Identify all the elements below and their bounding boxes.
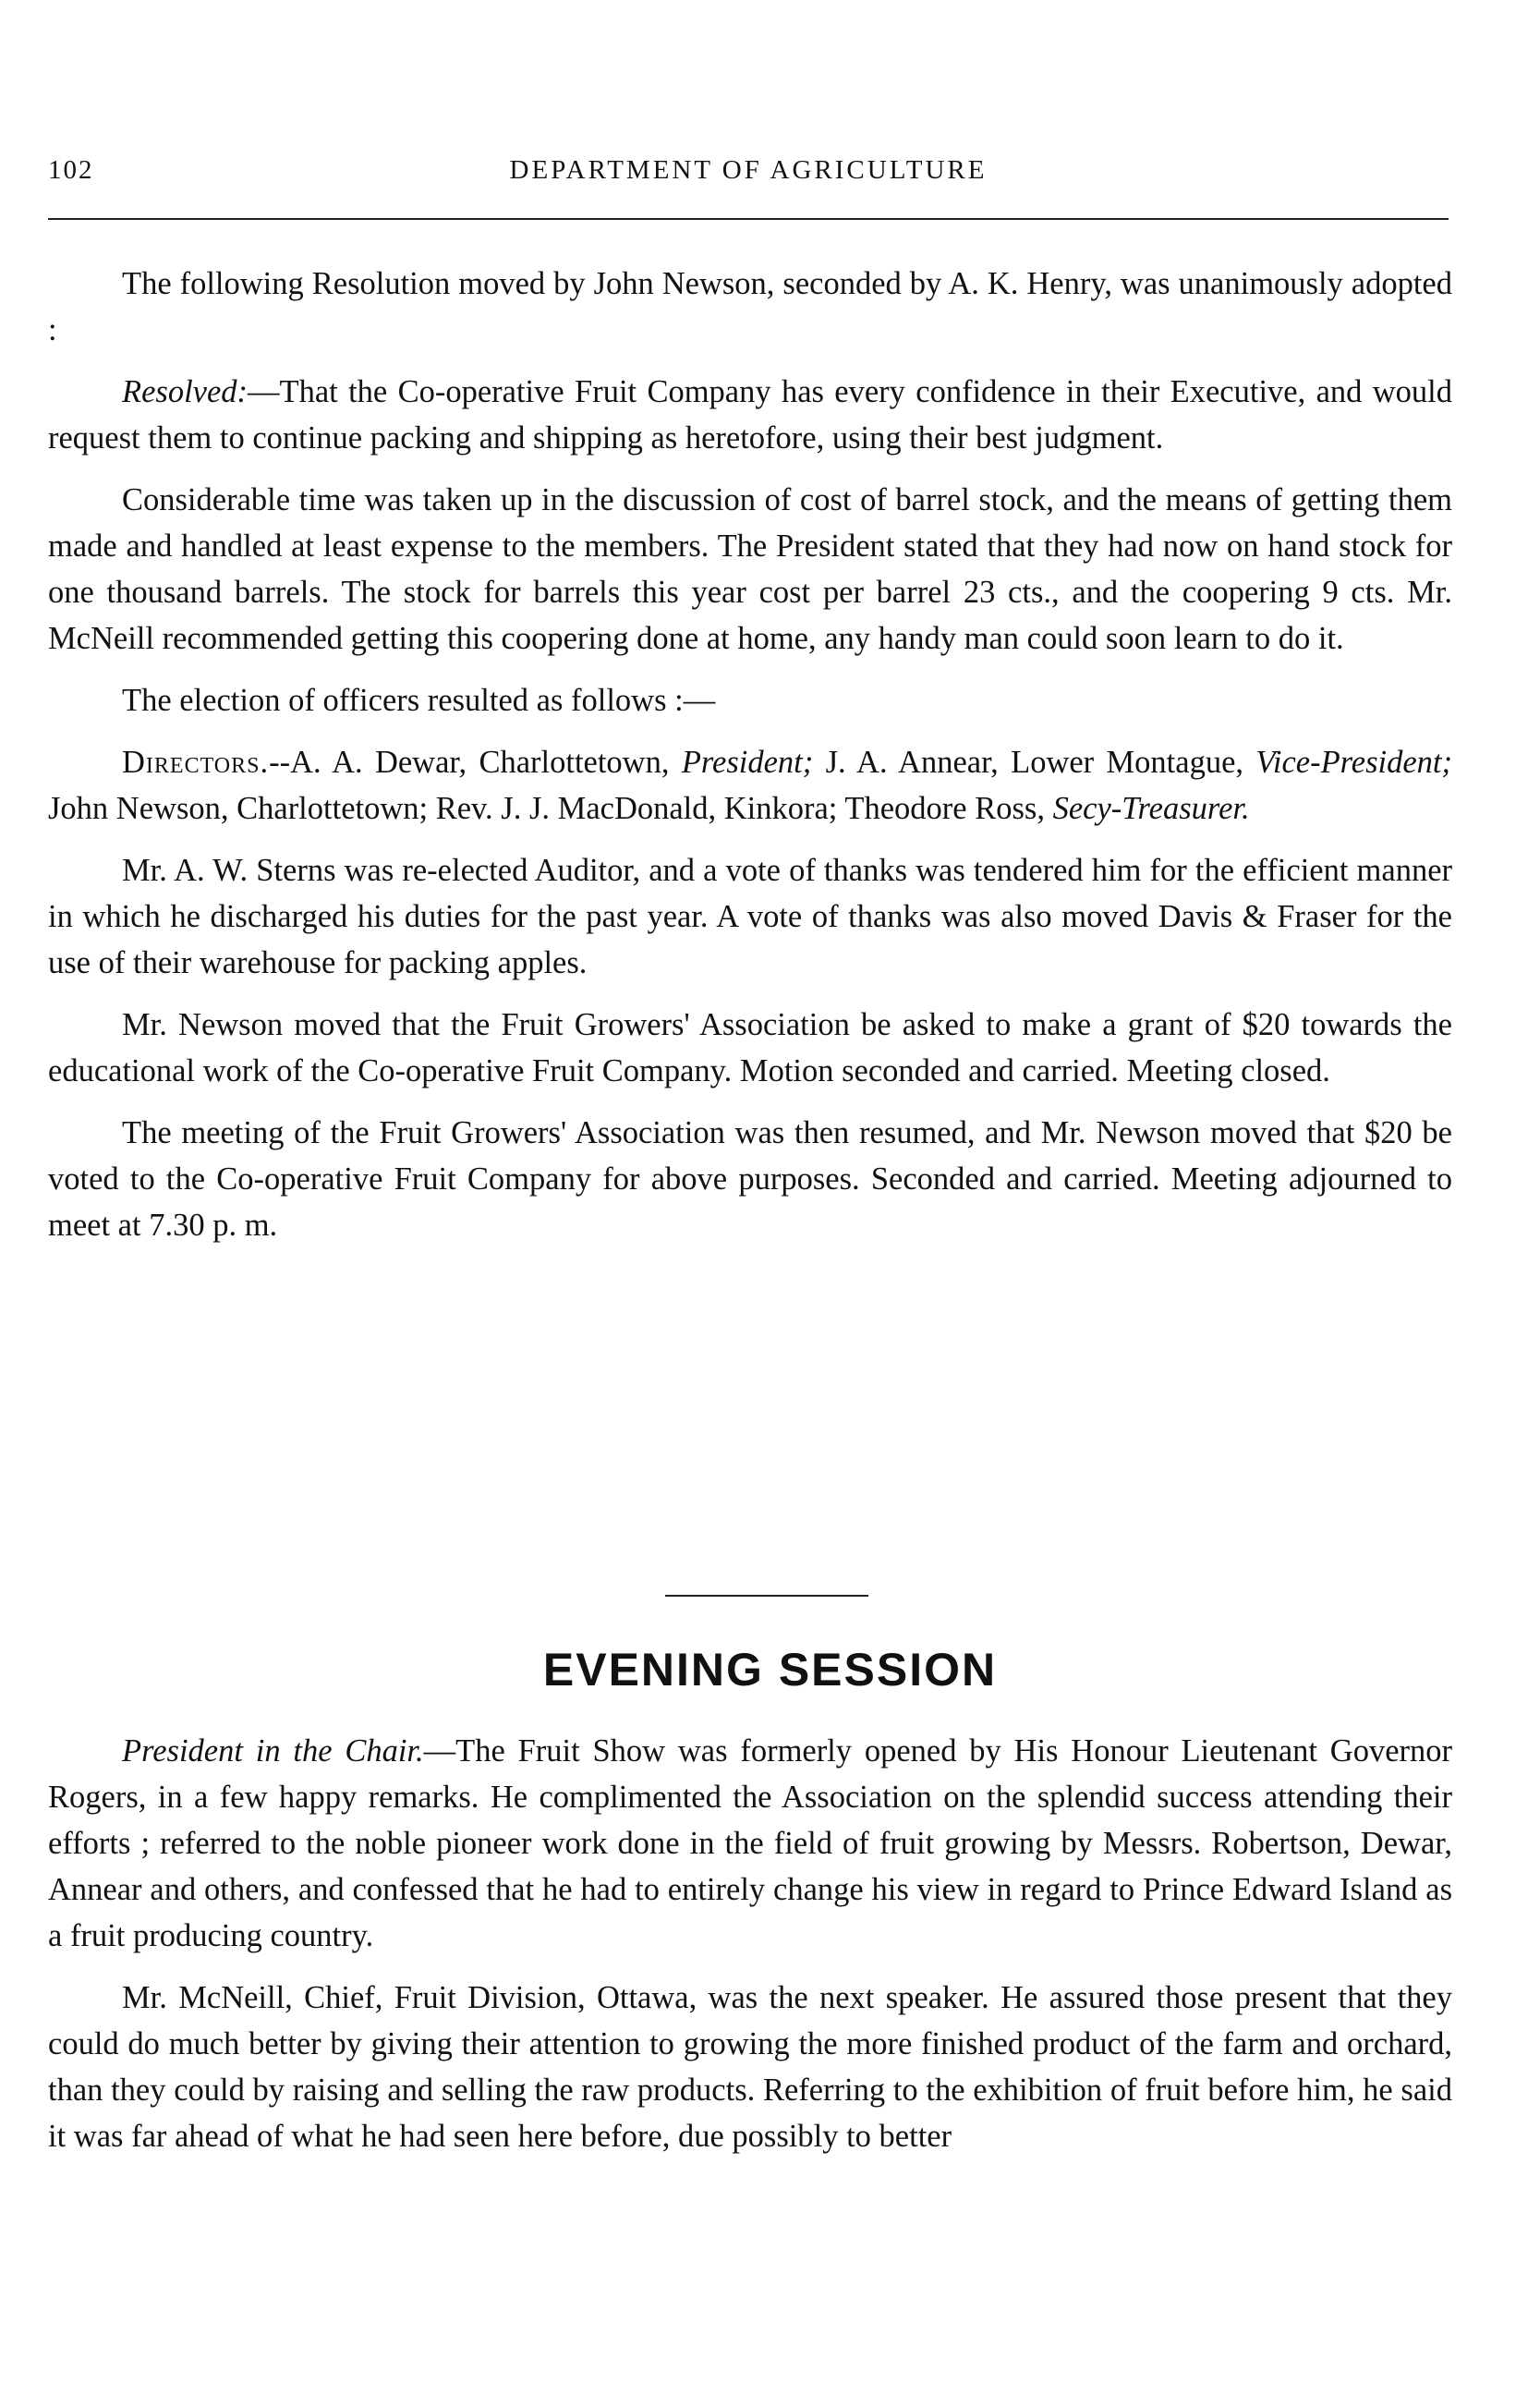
grant-paragraph: Mr. Newson moved that the Fruit Growers' Association be asked to make a grant of $20 towards the educational work of the Co-operative Fruit Company. Motion seconded and carried. Meeting closed. bbox=[48, 1007, 1452, 1088]
resolution-paragraph bbox=[48, 369, 1452, 461]
meeting-minutes-text bbox=[48, 261, 1452, 1264]
vice-president-title: Vice-President; bbox=[1255, 745, 1453, 780]
running-title: DEPARTMENT OF AGRICULTURE bbox=[509, 155, 988, 185]
secretary-treasurer-title: Secy-Treasurer. bbox=[1052, 791, 1250, 826]
directors-text-1: --A. A. Dewar, Charlottetown, bbox=[269, 745, 682, 780]
adjournment-paragraph: The meeting of the Fruit Growers' Association was then resumed, and Mr. Newson moved that $20 be voted to the Co-operative Fruit Company for above purposes. Seconded and carried. Meeting adjourned to meet at 7.30 p. m. bbox=[48, 1115, 1452, 1243]
auditor-paragraph: Mr. A. W. Sterns was re-elected Auditor, and a vote of thanks was tendered him for the efficient manner in which he discharged his duties for the past year. A vote of thanks was also moved Davis & Fraser for the use of their warehouse for packing apples. bbox=[48, 853, 1452, 980]
resolution-intro-paragraph: The following Resolution moved by John Newson, seconded by A. K. Henry, was unanimously adopted : bbox=[48, 266, 1452, 347]
fruit-show-text: —The Fruit Show was formerly opened by His Honour Lieutenant Governor Rogers, in a few happy remarks. He complimented the Association on the splendid success attending their efforts ; referred to the noble pioneer work done in the field of fruit growing by Messrs. Robertson, Dewar, Annear and others, and confessed that he had to entirely change his view in regard to Prince Edward Island as a fruit producing country. bbox=[48, 1733, 1453, 1953]
running-header bbox=[48, 155, 1449, 192]
section-heading: EVENING SESSION bbox=[542, 1644, 998, 1696]
president-title: President; bbox=[681, 745, 814, 780]
directors-text-2: J. A. Annear, Lower Montague, bbox=[813, 745, 1256, 780]
barrel-stock-paragraph: Considerable time was taken up in the discussion of cost of barrel stock, and the means of getting them made and handled at least expense to the members. The President stated that they had now on hand stock for one thousand barrels. The stock for barrels this year cost per barrel 23 cts., and the coopering 9 cts. Mr. McNeill recommended getting this coopering done at home, any handy man could soon learn to do it. bbox=[48, 482, 1452, 656]
evening-session-text bbox=[48, 1728, 1452, 2175]
page-number: 102 bbox=[48, 155, 94, 185]
election-intro-paragraph: The election of officers resulted as follows :— bbox=[122, 683, 716, 718]
header-rule bbox=[48, 218, 1449, 220]
fruit-show-paragraph bbox=[48, 1728, 1452, 1959]
mcneill-speech-paragraph: Mr. McNeill, Chief, Fruit Division, Ottawa, was the next speaker. He assured those present that they could do much better by giving their attention to growing the more finished product of the farm and orchard, than they could by raising and selling the raw products. Referring to the exhibition of fruit before him, he said it was far ahead of what he had seen here before, due possibly to better bbox=[48, 1980, 1452, 2154]
section-divider bbox=[665, 1595, 868, 1597]
resolution-text: —That the Co-operative Fruit Company has every confidence in their Executive, and would request them to continue packing and shipping as heretofore, using their best judgment. bbox=[48, 374, 1452, 456]
directors-label: Directors. bbox=[122, 745, 270, 780]
chair-label: President in the Chair. bbox=[122, 1733, 424, 1769]
directors-paragraph bbox=[48, 739, 1452, 832]
directors-text-3: John Newson, Charlottetown; Rev. J. J. MacDonald, Kinkora; Theodore Ross, bbox=[48, 791, 1053, 826]
resolved-label: Resolved: bbox=[122, 374, 249, 409]
